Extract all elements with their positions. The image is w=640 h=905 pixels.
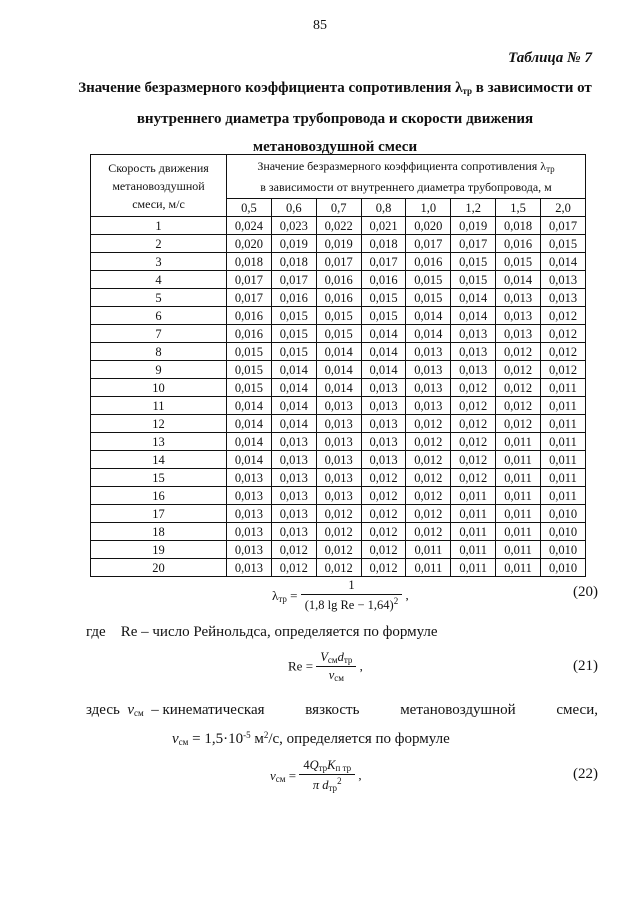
speed-cell: 10: [91, 379, 227, 397]
coefficient-cell: 0,011: [451, 541, 496, 559]
diameter-header-cell: 1,5: [496, 199, 541, 217]
coefficient-cell: 0,013: [316, 433, 361, 451]
coefficient-cell: 0,012: [451, 469, 496, 487]
coefficient-cell: 0,013: [361, 379, 406, 397]
coefficient-cell: 0,012: [361, 469, 406, 487]
coefficient-cell: 0,014: [227, 397, 272, 415]
coefficient-cell: 0,012: [316, 523, 361, 541]
coefficient-cell: 0,015: [316, 307, 361, 325]
coefficient-cell: 0,019: [316, 235, 361, 253]
coefficient-cell: 0,011: [496, 505, 541, 523]
coefficient-cell: 0,011: [541, 469, 586, 487]
coefficient-cell: 0,015: [271, 307, 316, 325]
coefficient-cell: 0,015: [316, 325, 361, 343]
caption-line-3: метановоздушной смеси: [252, 139, 418, 155]
coefficient-cell: 0,011: [496, 559, 541, 577]
coefficient-cell: 0,013: [361, 433, 406, 451]
diameter-header-cell: 0,5: [227, 199, 272, 217]
coefficient-cell: 0,012: [406, 433, 451, 451]
speed-cell: 2: [91, 235, 227, 253]
speed-cell: 6: [91, 307, 227, 325]
coefficient-cell: 0,011: [451, 559, 496, 577]
coefficient-cell: 0,013: [451, 343, 496, 361]
coefficient-cell: 0,013: [227, 541, 272, 559]
coefficient-cell: 0,014: [271, 415, 316, 433]
coefficient-cell: 0,012: [406, 487, 451, 505]
coefficient-cell: 0,010: [541, 541, 586, 559]
table-row: [91, 325, 586, 343]
coefficient-cell: 0,013: [541, 289, 586, 307]
speed-cell: 18: [91, 523, 227, 541]
coefficient-cell: 0,012: [451, 433, 496, 451]
table-row: [91, 343, 586, 361]
coefficient-cell: 0,012: [496, 343, 541, 361]
coefficient-cell: 0,019: [271, 235, 316, 253]
coefficient-cell: 0,012: [451, 379, 496, 397]
here-nu-line: здесь $\nu_{см}$ – кинематическая вязкость метановоздушной смеси,: [86, 702, 598, 718]
speed-cell: 12: [91, 415, 227, 433]
table-caption: [70, 74, 600, 161]
coefficient-cell: 0,010: [541, 523, 586, 541]
friction-coefficient-table: [90, 154, 586, 577]
where-re-line: где Re – число Рейнольдса, определяется по формуле: [86, 624, 438, 640]
coefficient-cell: 0,012: [496, 415, 541, 433]
coefficient-cell: 0,015: [541, 235, 586, 253]
coefficient-cell: 0,011: [541, 379, 586, 397]
coefficient-cell: 0,013: [227, 559, 272, 577]
speed-cell: 8: [91, 343, 227, 361]
eq22-fraction: $\frac{4Q_{тр}K_{п тр}}{\pi d_{тр}^2}$: [299, 758, 355, 793]
coefficient-cell: 0,011: [496, 487, 541, 505]
coefficient-cell: 0,013: [271, 505, 316, 523]
speed-cell: 15: [91, 469, 227, 487]
coefficient-cell: 0,023: [271, 217, 316, 235]
table-row: [91, 397, 586, 415]
coefficient-cell: 0,014: [361, 361, 406, 379]
coefficient-cell: 0,014: [361, 343, 406, 361]
coefficient-cell: 0,014: [227, 433, 272, 451]
coefficient-cell: 0,012: [406, 505, 451, 523]
coefficient-cell: 0,013: [361, 451, 406, 469]
coefficient-cell: 0,018: [496, 217, 541, 235]
coefficient-cell: 0,012: [541, 361, 586, 379]
table-row: [91, 559, 586, 577]
coefficient-cell: 0,013: [316, 451, 361, 469]
coefficient-cell: 0,018: [361, 235, 406, 253]
coefficient-cell: 0,011: [541, 397, 586, 415]
coefficient-cell: 0,017: [271, 271, 316, 289]
coefficient-cell: 0,014: [271, 397, 316, 415]
coefficient-cell: 0,014: [361, 325, 406, 343]
coefficient-cell: 0,013: [496, 307, 541, 325]
coefficient-cell: 0,012: [496, 397, 541, 415]
coefficient-cell: 0,012: [406, 523, 451, 541]
speed-cell: 4: [91, 271, 227, 289]
coefficient-cell: 0,013: [406, 343, 451, 361]
speed-column-header: Скорость движения метановоздушной смеси, м/с: [91, 155, 227, 217]
coefficient-cell: 0,013: [451, 325, 496, 343]
speed-cell: 1: [91, 217, 227, 235]
table-row: [91, 235, 586, 253]
coefficient-cell: 0,013: [227, 505, 272, 523]
coefficient-cell: 0,014: [316, 361, 361, 379]
table-row: [91, 451, 586, 469]
coefficient-cell: 0,013: [271, 433, 316, 451]
speed-cell: 13: [91, 433, 227, 451]
table-row: [91, 307, 586, 325]
speed-cell: 3: [91, 253, 227, 271]
table-label: Таблица № 7: [508, 50, 592, 66]
table-row: [91, 217, 586, 235]
eq21-fraction: $\frac{V_{см}d_{тр}}{\nu_{см}}$: [316, 650, 356, 683]
coefficient-cell: 0,016: [271, 289, 316, 307]
coefficient-cell: 0,011: [406, 541, 451, 559]
coefficient-cell: 0,013: [227, 469, 272, 487]
coefficient-column-header: Значение безразмерного коэффициента сопротивления $\lambda_{тр}$ в зависимости от внутреннего диаметра трубопровода, м: [227, 155, 586, 199]
coefficient-cell: 0,016: [361, 271, 406, 289]
speed-cell: 20: [91, 559, 227, 577]
coefficient-cell: 0,015: [271, 325, 316, 343]
coefficient-cell: 0,010: [541, 559, 586, 577]
coefficient-cell: 0,013: [271, 451, 316, 469]
coefficient-cell: 0,014: [316, 379, 361, 397]
coefficient-cell: 0,012: [406, 469, 451, 487]
coefficient-cell: 0,013: [271, 523, 316, 541]
coefficient-cell: 0,017: [316, 253, 361, 271]
coefficient-cell: 0,011: [496, 541, 541, 559]
coefficient-cell: 0,012: [361, 541, 406, 559]
coefficient-cell: 0,013: [406, 379, 451, 397]
coefficient-cell: 0,011: [406, 559, 451, 577]
table-row: [91, 505, 586, 523]
coefficient-cell: 0,012: [541, 325, 586, 343]
coefficient-cell: 0,013: [406, 397, 451, 415]
coefficient-cell: 0,012: [406, 415, 451, 433]
table-row: [91, 361, 586, 379]
diameter-header-cell: 0,8: [361, 199, 406, 217]
coefficient-cell: 0,017: [406, 235, 451, 253]
coefficient-cell: 0,015: [361, 289, 406, 307]
coefficient-cell: 0,012: [361, 559, 406, 577]
coefficient-cell: 0,020: [406, 217, 451, 235]
coefficient-cell: 0,013: [316, 397, 361, 415]
coefficient-cell: 0,022: [316, 217, 361, 235]
diameter-header-cell: 1,0: [406, 199, 451, 217]
coefficient-cell: 0,012: [451, 415, 496, 433]
coefficient-cell: 0,014: [496, 271, 541, 289]
coefficient-cell: 0,011: [496, 433, 541, 451]
coefficient-cell: 0,012: [451, 451, 496, 469]
speed-cell: 16: [91, 487, 227, 505]
coefficient-cell: 0,011: [541, 487, 586, 505]
diameter-header-cell: 2,0: [541, 199, 586, 217]
eq21-formula: Re = $\frac{V_{см}d_{тр}}{\nu_{см}}$ ,: [288, 650, 363, 683]
coefficient-cell: 0,015: [227, 379, 272, 397]
diameter-header-cell: 1,2: [451, 199, 496, 217]
nu-value-line: $\nu_{см} = 1,5\cdot 10^{-5}$ $м^2/с$, определяется по формуле: [172, 730, 450, 747]
coefficient-cell: 0,016: [496, 235, 541, 253]
coefficient-cell: 0,014: [227, 415, 272, 433]
speed-cell: 5: [91, 289, 227, 307]
coefficient-cell: 0,016: [316, 271, 361, 289]
coefficient-cell: 0,013: [496, 325, 541, 343]
table-row: [91, 253, 586, 271]
diameter-header-cell: 0,7: [316, 199, 361, 217]
coefficient-cell: 0,012: [541, 343, 586, 361]
coefficient-cell: 0,016: [227, 307, 272, 325]
coefficient-cell: 0,015: [451, 253, 496, 271]
coefficient-cell: 0,013: [316, 487, 361, 505]
caption-line-2: внутреннего диаметра трубопровода и скорости движения: [136, 111, 534, 127]
coefficient-cell: 0,024: [227, 217, 272, 235]
page-number: 85: [313, 18, 327, 33]
coefficient-cell: 0,015: [227, 343, 272, 361]
coefficient-cell: 0,015: [361, 307, 406, 325]
coefficient-cell: 0,012: [316, 541, 361, 559]
coefficient-cell: 0,012: [316, 505, 361, 523]
coefficient-cell: 0,016: [227, 325, 272, 343]
table-row: [91, 523, 586, 541]
coefficient-cell: 0,011: [496, 523, 541, 541]
eq20-formula: $\lambda_{тр}$ = $\frac{1}{(1,8 \lg Re - 1,64)^2}$ ,: [272, 578, 409, 612]
coefficient-cell: 0,015: [451, 271, 496, 289]
coefficient-cell: 0,019: [451, 217, 496, 235]
table-row: [91, 379, 586, 397]
table-row: [91, 415, 586, 433]
coefficient-cell: 0,011: [496, 451, 541, 469]
coefficient-cell: 0,013: [227, 523, 272, 541]
coefficient-cell: 0,013: [271, 469, 316, 487]
coefficient-cell: 0,018: [227, 253, 272, 271]
table-row: [91, 433, 586, 451]
eq22-formula: $\nu_{см}$ = $\frac{4Q_{тр}K_{п тр}}{\pi d_{тр}^2}$ ,: [270, 758, 362, 793]
eq22-number: (22): [573, 766, 598, 782]
coefficient-cell: 0,012: [496, 379, 541, 397]
coefficient-cell: 0,014: [271, 379, 316, 397]
coefficient-cell: 0,015: [227, 361, 272, 379]
coefficient-cell: 0,013: [361, 397, 406, 415]
coefficient-cell: 0,012: [451, 397, 496, 415]
coefficient-cell: 0,013: [361, 415, 406, 433]
coefficient-cell: 0,012: [541, 307, 586, 325]
coefficient-cell: 0,014: [451, 289, 496, 307]
coefficient-cell: 0,017: [227, 271, 272, 289]
coefficient-cell: 0,016: [316, 289, 361, 307]
coefficient-cell: 0,014: [227, 451, 272, 469]
coefficient-cell: 0,014: [316, 343, 361, 361]
eq20-number: (20): [573, 584, 598, 600]
coefficient-cell: 0,012: [316, 559, 361, 577]
coefficient-cell: 0,012: [271, 541, 316, 559]
coefficient-cell: 0,011: [541, 451, 586, 469]
coefficient-cell: 0,020: [227, 235, 272, 253]
coefficient-cell: 0,015: [406, 289, 451, 307]
coefficient-cell: 0,021: [361, 217, 406, 235]
coefficient-cell: 0,011: [496, 469, 541, 487]
coefficient-cell: 0,013: [406, 361, 451, 379]
coefficient-cell: 0,013: [541, 271, 586, 289]
coefficient-cell: 0,013: [227, 487, 272, 505]
coefficient-cell: 0,012: [361, 505, 406, 523]
speed-cell: 19: [91, 541, 227, 559]
coefficient-cell: 0,012: [496, 361, 541, 379]
coefficient-cell: 0,014: [406, 307, 451, 325]
coefficient-cell: 0,011: [451, 505, 496, 523]
coefficient-cell: 0,011: [451, 487, 496, 505]
table-row: [91, 271, 586, 289]
coefficient-cell: 0,014: [451, 307, 496, 325]
eq21-number: (21): [573, 658, 598, 674]
coefficient-cell: 0,014: [271, 361, 316, 379]
coefficient-cell: 0,013: [451, 361, 496, 379]
coefficient-cell: 0,010: [541, 505, 586, 523]
coefficient-cell: 0,014: [406, 325, 451, 343]
coefficient-cell: 0,011: [541, 415, 586, 433]
coefficient-cell: 0,017: [451, 235, 496, 253]
speed-cell: 11: [91, 397, 227, 415]
coefficient-cell: 0,016: [406, 253, 451, 271]
coefficient-cell: 0,017: [541, 217, 586, 235]
table-row: [91, 487, 586, 505]
coefficient-cell: 0,017: [227, 289, 272, 307]
coefficient-cell: 0,011: [451, 523, 496, 541]
coefficient-cell: 0,017: [361, 253, 406, 271]
table-row: [91, 541, 586, 559]
coefficient-cell: 0,013: [316, 469, 361, 487]
coefficient-cell: 0,014: [541, 253, 586, 271]
coefficient-cell: 0,012: [406, 451, 451, 469]
coefficient-cell: 0,015: [406, 271, 451, 289]
table-row: [91, 469, 586, 487]
diameter-header-cell: 0,6: [271, 199, 316, 217]
eq20-fraction: $\frac{1}{(1,8 \lg Re - 1,64)^2}$: [301, 578, 402, 613]
speed-cell: 14: [91, 451, 227, 469]
coefficient-cell: 0,012: [361, 523, 406, 541]
speed-cell: 17: [91, 505, 227, 523]
coefficient-cell: 0,018: [271, 253, 316, 271]
coefficient-cell: 0,015: [271, 343, 316, 361]
table-row: [91, 289, 586, 307]
coefficient-cell: 0,015: [496, 253, 541, 271]
caption-line-1: Значение безразмерного коэффициента сопротивления $\lambda_{тр}$ в зависимости от: [78, 80, 592, 96]
coefficient-cell: 0,013: [496, 289, 541, 307]
speed-cell: 9: [91, 361, 227, 379]
speed-cell: 7: [91, 325, 227, 343]
coefficient-cell: 0,012: [271, 559, 316, 577]
coefficient-cell: 0,013: [271, 487, 316, 505]
table-body: [91, 217, 586, 577]
coefficient-cell: 0,011: [541, 433, 586, 451]
coefficient-cell: 0,013: [316, 415, 361, 433]
coefficient-cell: 0,012: [361, 487, 406, 505]
